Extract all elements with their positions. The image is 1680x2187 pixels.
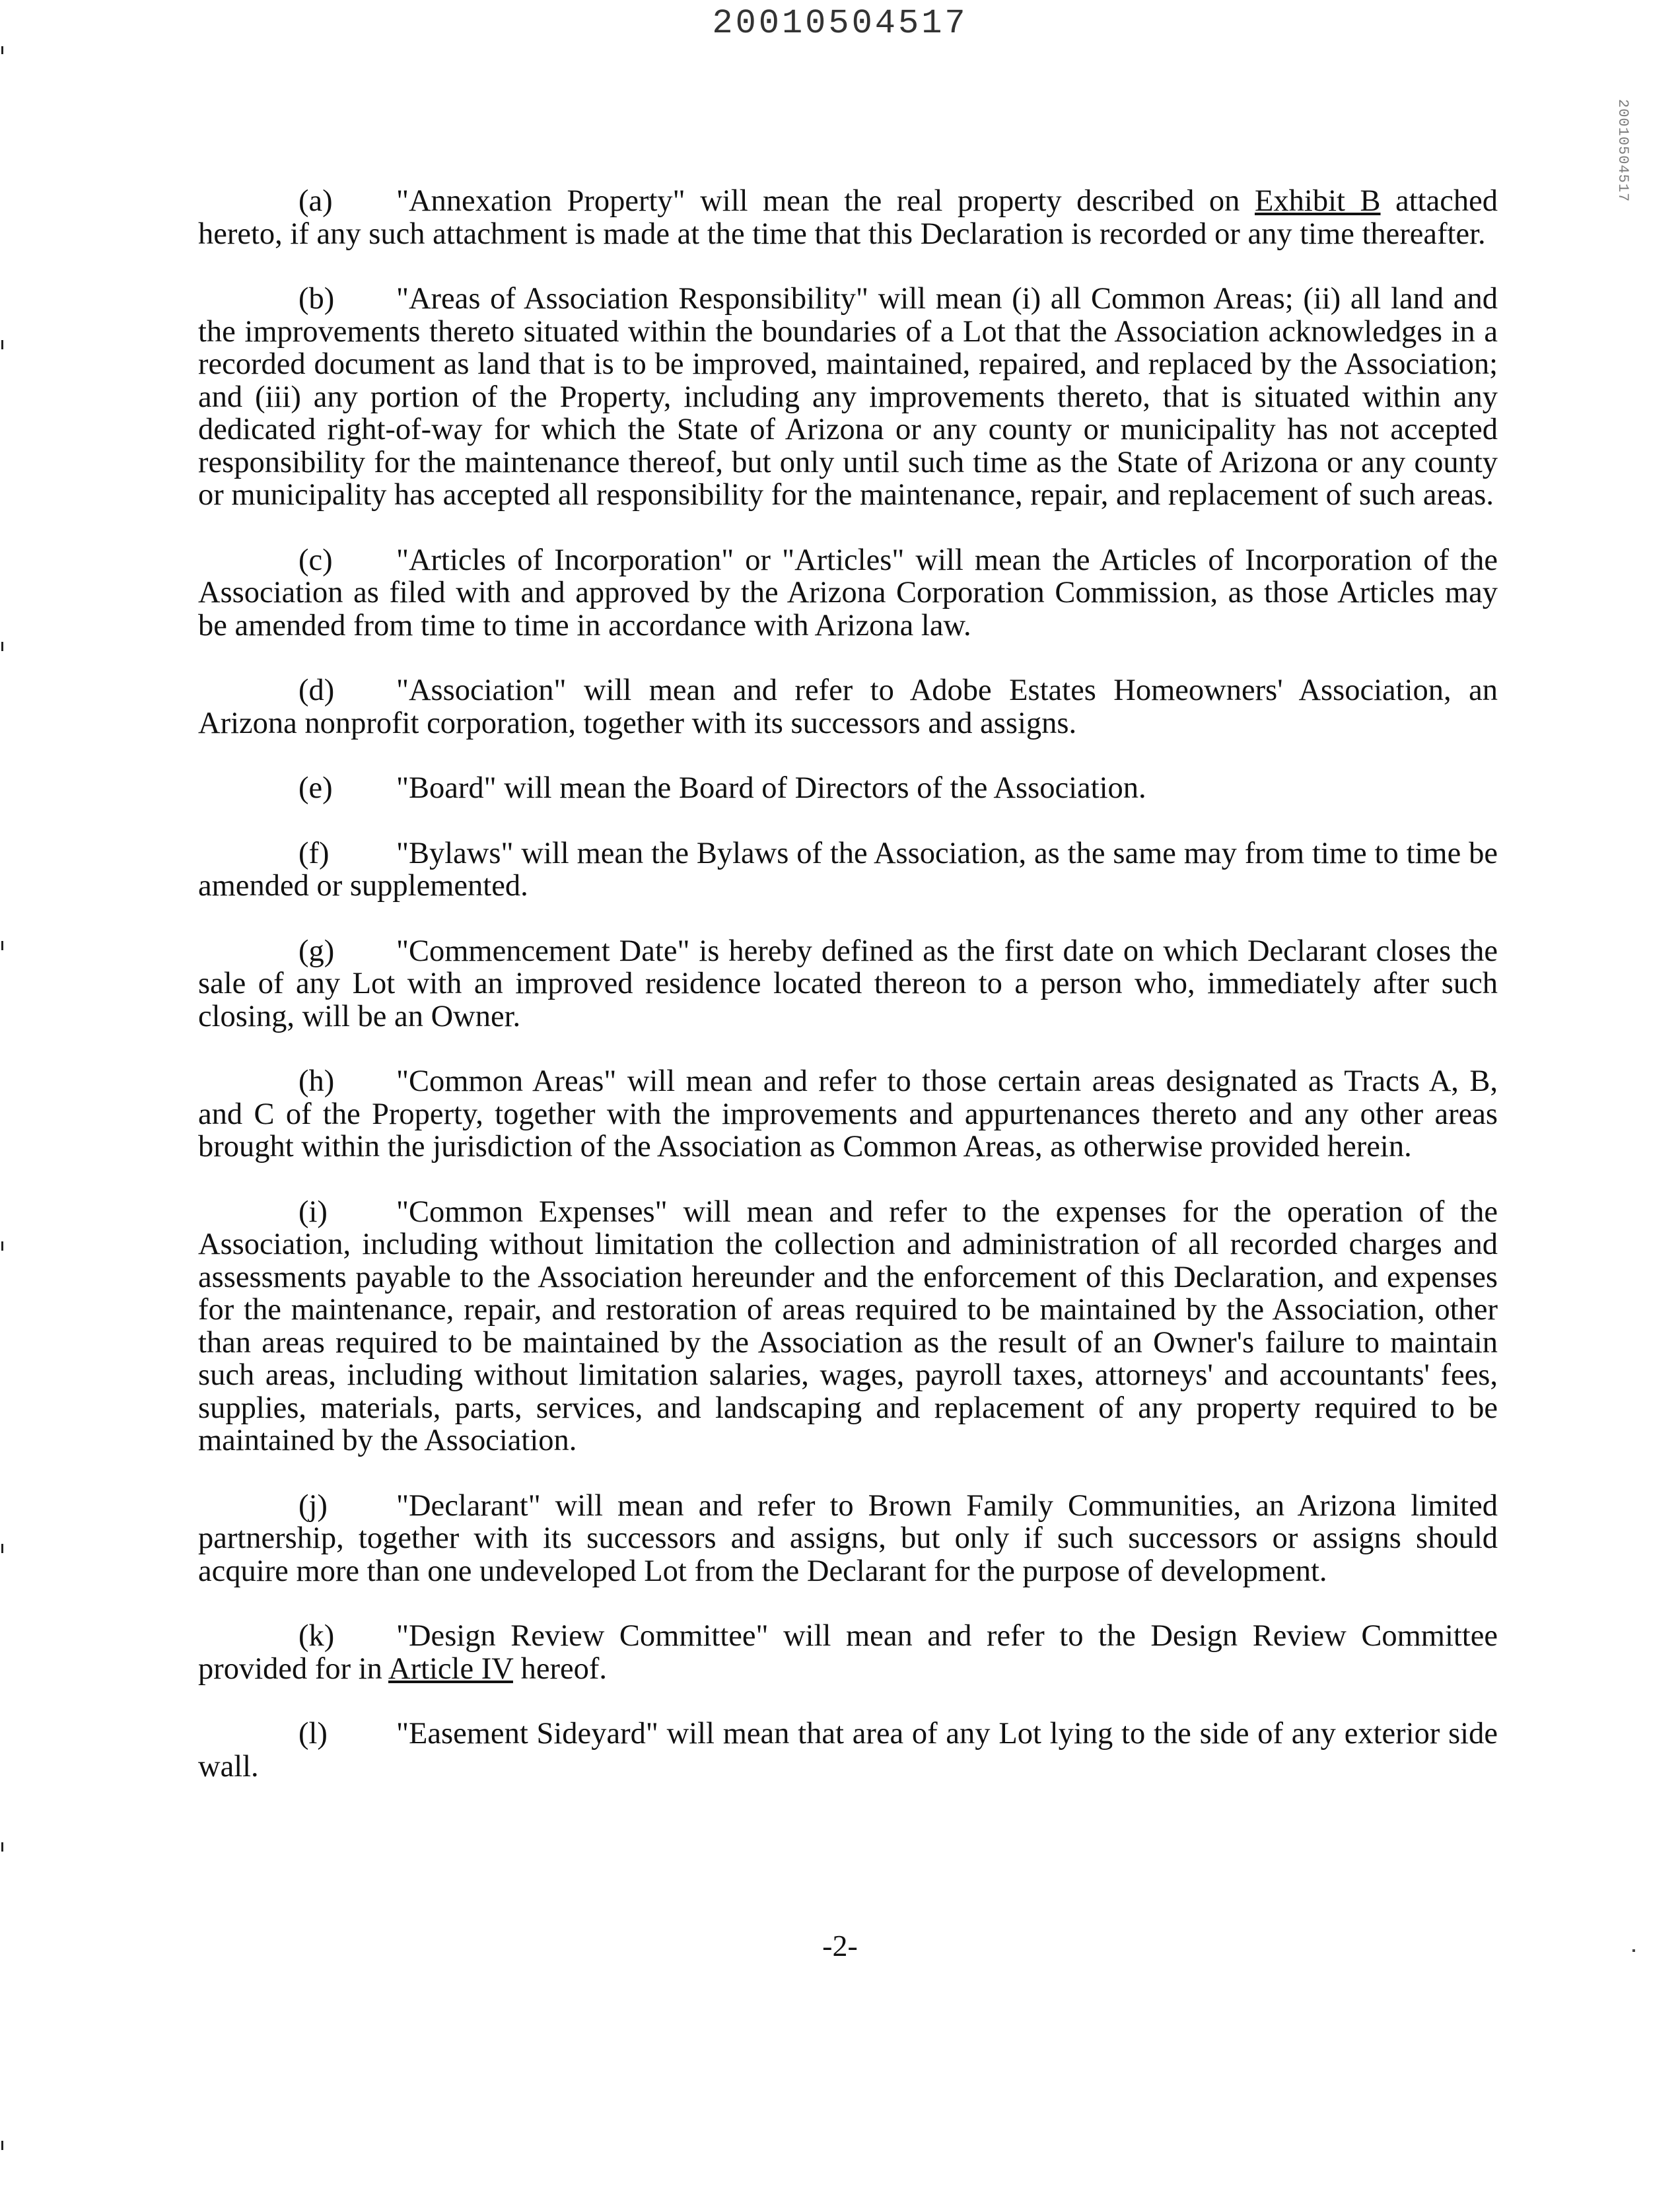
clause-a [198, 185, 1498, 250]
scan-margin-mark [1, 2141, 3, 2150]
scan-margin-mark [1, 941, 3, 950]
clause-text: "Bylaws" will mean the Bylaws of the Association, as the same may from time to time be amended or supplemented. [198, 836, 1498, 903]
scan-margin-mark [1, 1241, 3, 1251]
clause-text: "Common Expenses" will mean and refer to the expenses for the operation of the Association, including without limitation the collection and administration of all recorded charges and assessments payable to the Association hereunder and the enforcement of this Declaration, and expenses for the maintenance, repair, and restoration of areas required to be maintained by the Association, other than areas required to be maintained by the Association as the result of an Owner's failure to maintain such areas, including without limitation salaries, wages, payroll taxes, attorneys' and accountants' fees, supplies, materials, parts, services, and landscaping and replacement of any property required to be maintained by the Association. [198, 1195, 1498, 1457]
scan-margin-mark [1, 642, 3, 651]
clause-k [198, 1620, 1498, 1685]
clause-letter: (c) [298, 543, 333, 577]
clause-b [198, 283, 1498, 512]
scan-margin-mark [1, 1842, 3, 1852]
clause-text: "Design Review Committee" will mean and refer to the Design Review Committee provided for in [198, 1619, 1498, 1686]
scan-speck [1632, 1949, 1635, 1952]
article-reference: Article IV [388, 1651, 513, 1686]
clause-text: attached hereto, if any such attachment is made at the time that this Declaration is recorded or any time thereafter. [198, 184, 1498, 251]
clause-text: "Association" will mean and refer to Adobe Estates Homeowners' Association, an Arizona nonprofit corporation, together with its successors and assigns. [198, 674, 1498, 740]
clause-e [198, 772, 1498, 805]
clause-j [198, 1490, 1498, 1588]
clause-letter: (j) [298, 1488, 328, 1523]
clause-text: "Common Areas" will mean and refer to those certain areas designated as Tracts A, B, and C of the Property, together with the improvements and appurtenances thereto and any other areas brought within the jurisdiction of the Association as Common Areas, as otherwise provided herein. [198, 1064, 1498, 1163]
clause-letter: (d) [298, 674, 335, 707]
clause-letter: (g) [298, 934, 335, 968]
scan-margin-mark [1, 340, 3, 349]
clause-text: "Articles of Incorporation" or "Articles" will mean the Articles of Incorporation of the Association as filed with and approved by the Arizona Corporation Commission, as those Articles may be amended from time to time in accordance with Arizona law. [198, 543, 1498, 642]
definitions-body [198, 185, 1498, 1815]
clause-text: "Easement Sideyard" will mean that area of any Lot lying to the side of any exterior side wall. [198, 1717, 1498, 1784]
clause-h [198, 1065, 1498, 1163]
clause-letter: (a) [298, 184, 333, 218]
clause-letter: (h) [298, 1064, 335, 1098]
clause-text: hereof. [512, 1651, 607, 1686]
clause-text: "Declarant" will mean and refer to Brown Family Communities, an Arizona limited partnership, together with its successors and assigns, but only if such successors or assigns should acquire more than one undeveloped Lot from the Declarant for the purpose of development. [198, 1488, 1498, 1588]
clause-letter: (l) [298, 1717, 328, 1751]
clause-d [198, 674, 1498, 740]
clause-text: "Commencement Date" is hereby defined as the first date on which Declarant closes the sale of any Lot with an improved residence located thereon to a person who, immediately after such closing, will be an Owner. [198, 934, 1498, 1033]
clause-l [198, 1718, 1498, 1783]
clause-letter: (f) [298, 836, 330, 870]
clause-g [198, 935, 1498, 1033]
clause-text: "Annexation Property" will mean the real property described on [396, 184, 1255, 218]
clause-text: "Board" will mean the Board of Directors of the Association. [396, 771, 1146, 805]
exhibit-reference: Exhibit B [1255, 184, 1381, 218]
clause-letter: (b) [298, 282, 335, 316]
clause-i [198, 1196, 1498, 1457]
clause-letter: (i) [298, 1195, 328, 1229]
scan-margin-mark [1, 1544, 3, 1553]
document-number: 20010504517 [712, 4, 968, 43]
clause-letter: (k) [298, 1619, 335, 1653]
clause-c [198, 544, 1498, 642]
page-number: -2- [822, 1929, 858, 1962]
clause-text: "Areas of Association Responsibility" will mean (i) all Common Areas; (ii) all land and the improvements thereto situated within the boundaries of a Lot that the Association acknowledges in a recorded document as land that is to be improved, maintained, repaired, and replaced by the Association; and (iii) any portion of the Property, including any improvements thereto, that is situated within any dedicated right-of-way for which the State of Arizona or any county or municipality has not accepted responsibility for the maintenance thereof, but only until such time as the State of Arizona or any county or municipality has accepted all responsibility for the maintenance, repair, and replacement of such areas. [198, 282, 1498, 512]
scan-margin-mark [1, 46, 3, 54]
clause-f [198, 837, 1498, 903]
clause-letter: (e) [298, 771, 333, 805]
side-recording-stamp: 20010504517 [1615, 99, 1631, 203]
